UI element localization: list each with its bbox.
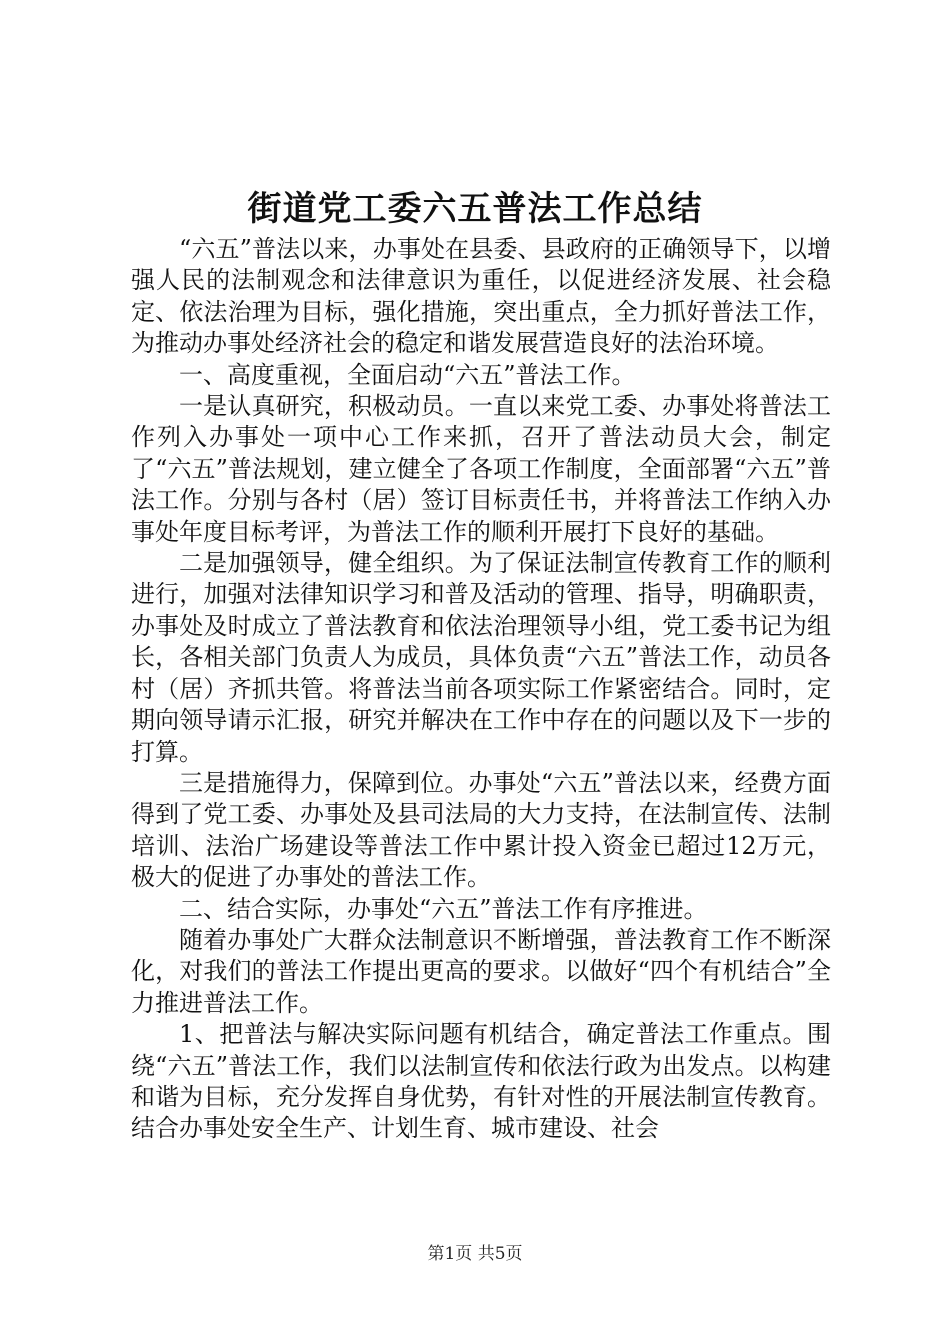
document-title: 街道党工委六五普法工作总结 xyxy=(247,189,703,229)
paragraph-awareness: 随着办事处广大群众法制意识不断增强，普法教育工作不断深化，对我们的普法工作提出更高的要求。以做好“四个有机结合”全力推进普法工作。 xyxy=(131,925,831,1017)
document-body xyxy=(131,234,831,1145)
paragraph-leadership: 二是加强领导，健全组织。为了保证法制宣传教育工作的顺利进行，加强对法律知识学习和普及活动的管理、指导，明确职责，办事处及时成立了普法教育和依法治理领导小组，党工委书记为组长，各相关部门负责人为成员，具体负责“六五”普法工作，动员各村（居）齐抓共管。将普法当前各项实际工作紧密结合。同时，定期向领导请示汇报，研究并解决在工作中存在的问题以及下一步的打算。 xyxy=(131,549,831,766)
paragraph-item-1: 1、把普法与解决实际问题有机结合，确定普法工作重点。围绕“六五”普法工作，我们以法制宣传和依法行政为出发点。以构建和谐为目标，充分发挥自身优势，有针对性的开展法制宣传教育。结合办事处安全生产、计划生育、城市建设、社会 xyxy=(131,1020,831,1143)
heading-section-1: 一、高度重视，全面启动“六五”普法工作。 xyxy=(179,360,636,389)
paragraph-intro: “六五”普法以来，办事处在县委、县政府的正确领导下，以增强人民的法制观念和法律意识为重任，以促进经济发展、社会稳定、依法治理为目标，强化措施，突出重点，全力抓好普法工作，为推动办事处经济社会的稳定和谐发展营造良好的法治环境。 xyxy=(131,235,831,358)
paragraph-research: 一是认真研究，积极动员。一直以来党工委、办事处将普法工作列入办事处一项中心工作来抓，召开了普法动员大会，制定了“六五”普法规划，建立健全了各项工作制度，全面部署“六五”普法工作。分别与各村（居）签订目标责任书，并将普法工作纳入办事处年度目标考评，为普法工作的顺利开展打下良好的基础。 xyxy=(131,392,831,546)
page-footer: 第1页 共5页 xyxy=(427,1244,523,1264)
paragraph-measures: 三是措施得力，保障到位。办事处“六五”普法以来，经费方面得到了党工委、办事处及县司法局的大力支持，在法制宣传、法制培训、法治广场建设等普法工作中累计投入资金已超过12万元，极大的促进了办事处的普法工作。 xyxy=(131,768,831,892)
heading-section-2: 二、结合实际，办事处“六五”普法工作有序推进。 xyxy=(179,894,708,923)
